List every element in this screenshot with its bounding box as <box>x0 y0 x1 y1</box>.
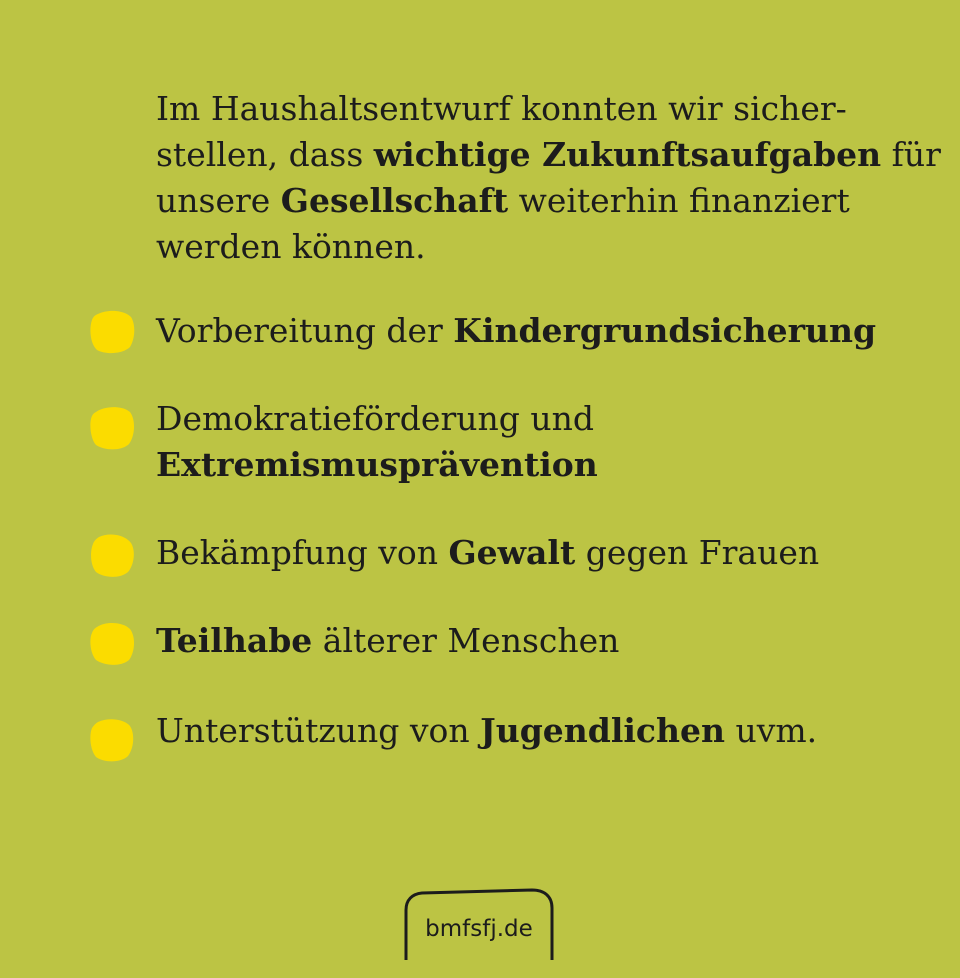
intro-line-3-pre: unsere <box>156 181 281 220</box>
intro-line-4: werden können. <box>156 227 426 266</box>
bullet-5-post: uvm. <box>725 711 818 750</box>
bullet-4-bold: Teilhabe <box>156 621 313 660</box>
bullet-1-bold: Kindergrundsicherung <box>453 311 877 350</box>
bullet-text-3 <box>156 530 819 576</box>
intro-line-1: Im Haushaltsentwurf konnten wir sicher- <box>156 89 847 128</box>
bullet-2-bold: Extremismusprävention <box>156 445 598 484</box>
intro-line-2-pre: stellen, dass <box>156 135 374 174</box>
bullet-2-line-1: Demokratieförderung und <box>156 399 594 438</box>
bullet-text-2 <box>156 396 598 488</box>
yellow-blob-icon <box>88 532 136 580</box>
bullet-3-pre: Bekämpfung von <box>156 533 449 572</box>
intro-line-2-bold: wichtige Zukunftsaufgaben <box>373 135 882 174</box>
bullet-1-pre: Vorbereitung der <box>156 311 454 350</box>
bullet-text-1 <box>156 308 876 354</box>
bullet-5-bold: Jugendlichen <box>480 711 725 750</box>
intro-paragraph <box>156 86 941 270</box>
yellow-blob-icon <box>88 404 136 452</box>
intro-line-3-bold: Gesellschaft <box>280 181 509 220</box>
yellow-blob-icon <box>88 620 136 668</box>
bullet-text-4 <box>156 618 619 664</box>
intro-line-2-post: für <box>881 135 941 174</box>
bullet-4-post: älterer Menschen <box>312 621 620 660</box>
url-text[interactable]: bmfsfj.de <box>425 916 533 942</box>
intro-line-3-post: weiterhin finanziert <box>508 181 850 220</box>
bullet-5-pre: Unterstützung von <box>156 711 481 750</box>
intro-line-3 <box>156 178 876 224</box>
yellow-blob-icon <box>88 308 136 356</box>
intro-line-2 <box>156 132 941 178</box>
url-tag[interactable] <box>404 888 554 978</box>
bullet-text-5 <box>156 708 817 754</box>
bullet-3-bold: Gewalt <box>448 533 576 572</box>
bullet-3-post: gegen Frauen <box>575 533 820 572</box>
yellow-blob-icon <box>88 716 136 764</box>
